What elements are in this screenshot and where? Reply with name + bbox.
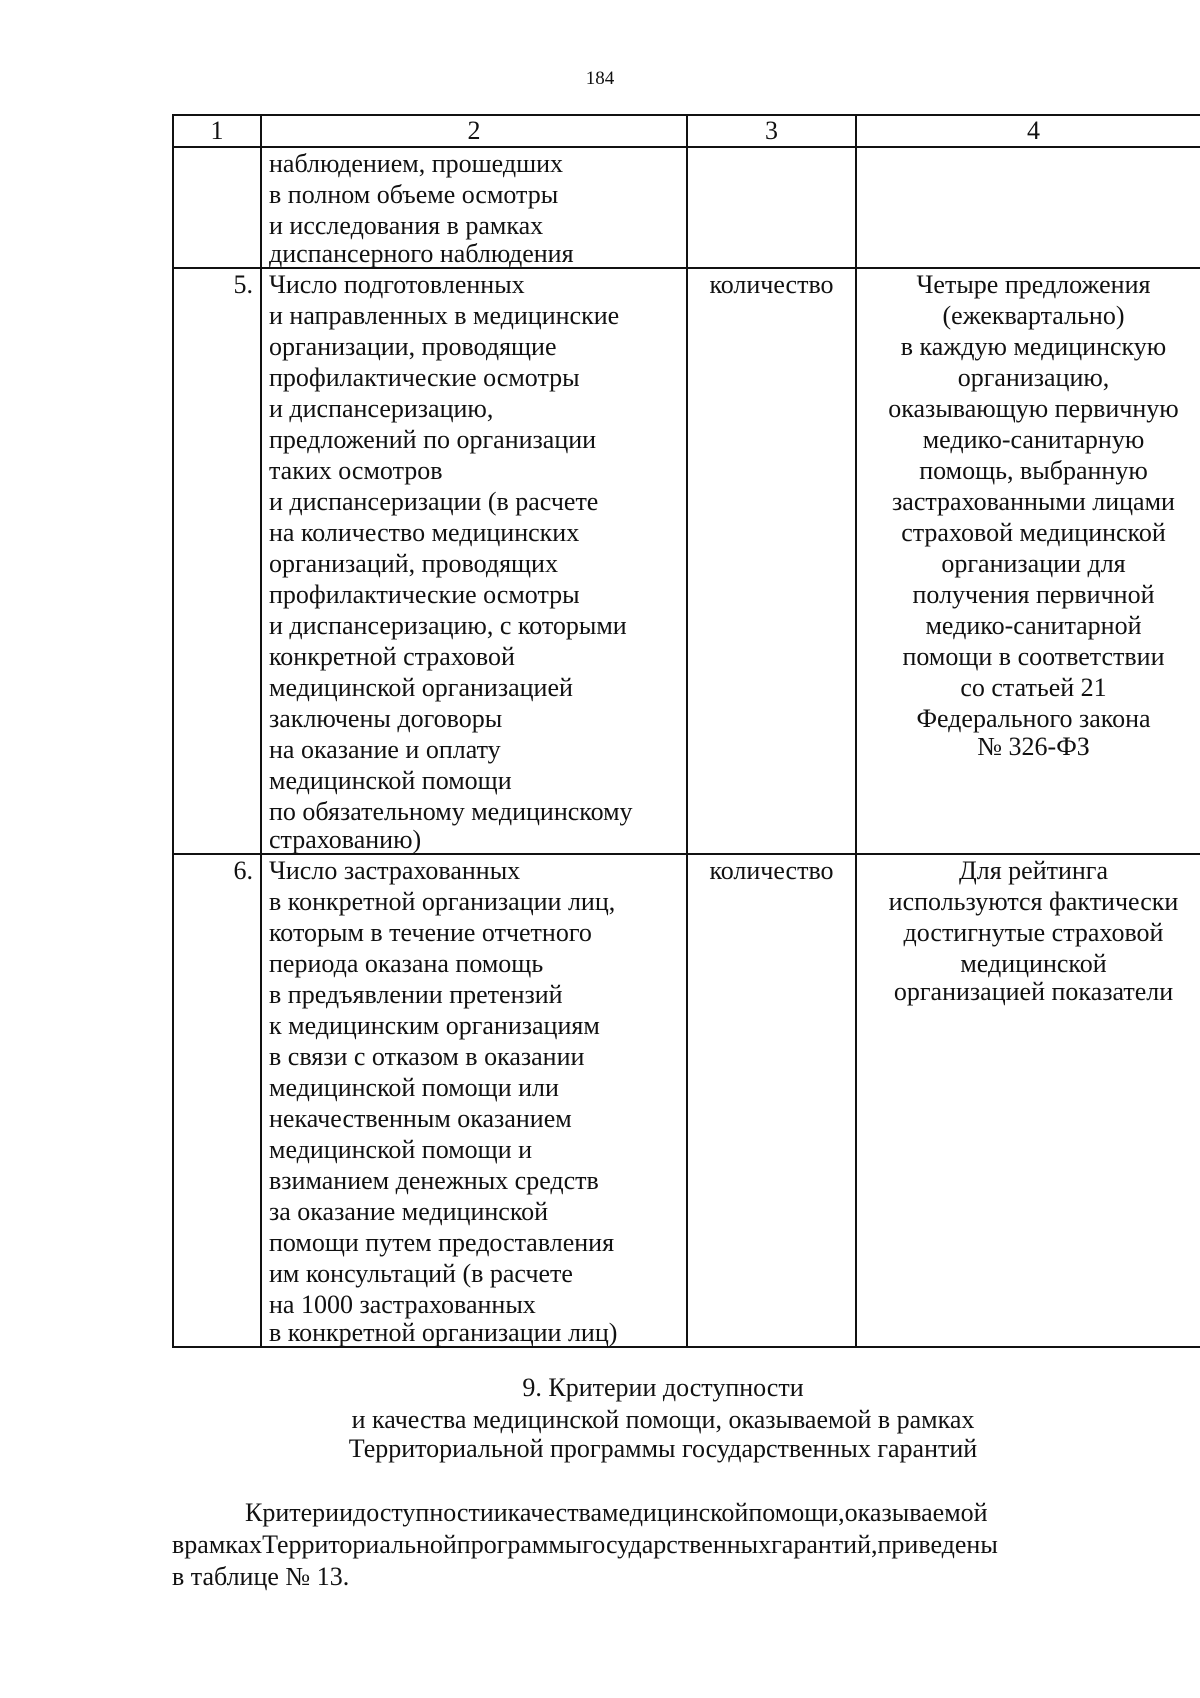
row-number-cell: 5. xyxy=(173,268,261,854)
text-line: профилактические осмотры xyxy=(269,580,580,609)
unit-cell: количество xyxy=(687,268,856,854)
text-line: и исследования в рамках xyxy=(269,211,544,240)
text-line: оказывающую первичную xyxy=(888,394,1179,423)
word: Критерии xyxy=(245,1498,353,1527)
word: качества xyxy=(507,1498,603,1527)
word: Территориальной xyxy=(262,1530,457,1559)
word: помощи, xyxy=(748,1498,845,1527)
text-line: Территориальной программы государственных гарантий xyxy=(348,1434,978,1463)
table-header-row xyxy=(173,115,1200,147)
table-header-cell: 2 xyxy=(261,115,687,147)
description-cell xyxy=(261,268,687,854)
paragraph-line xyxy=(172,1529,1152,1561)
word: программы xyxy=(456,1530,583,1559)
text-line: которым в течение отчетного xyxy=(269,918,592,947)
word: государственных xyxy=(582,1530,772,1559)
text-line: № 326-ФЗ xyxy=(977,732,1090,761)
text-line: организации, проводящие xyxy=(269,332,557,361)
body-paragraph xyxy=(172,1497,1152,1593)
table-row xyxy=(173,268,1200,854)
text-line: организацией показатели xyxy=(893,977,1174,1006)
text-line: медицинской организацией xyxy=(269,673,573,702)
text-line: в каждую медицинскую xyxy=(900,332,1167,361)
word: медицинской xyxy=(602,1498,749,1527)
text-line: предложений по организации xyxy=(269,425,597,454)
text-line: конкретной страховой xyxy=(269,642,515,671)
text-line: медицинской помощи или xyxy=(269,1073,559,1102)
text-line: и диспансеризации (в расчете xyxy=(269,487,599,516)
table-header-cell: 1 xyxy=(173,115,261,147)
text-line: заключены договоры xyxy=(269,704,503,733)
text-line: (ежеквартально) xyxy=(942,301,1125,330)
text-line: и направленных в медицинские xyxy=(269,301,620,330)
table-row xyxy=(173,147,1200,268)
text-line: на количество медицинских xyxy=(269,518,580,547)
text-line: Четыре предложения xyxy=(916,270,1151,299)
text-line: Число застрахованных xyxy=(269,856,521,885)
text-line: и качества медицинской помощи, оказываемой в рамках xyxy=(351,1405,975,1434)
note-cell xyxy=(856,854,1200,1347)
description-cell xyxy=(261,854,687,1347)
text-line: со статьей 21 xyxy=(960,673,1107,702)
text-line: периода оказана помощь xyxy=(269,949,544,978)
word: гарантий, xyxy=(771,1530,878,1559)
table-header-cell: 4 xyxy=(856,115,1200,147)
word: рамках xyxy=(184,1530,263,1559)
table-header-cell: 3 xyxy=(687,115,856,147)
text-line: в связи с отказом в оказании xyxy=(269,1042,585,1071)
text-line: взиманием денежных средств xyxy=(269,1166,599,1195)
text-line: по обязательному медицинскому xyxy=(269,797,633,826)
word: и xyxy=(493,1498,508,1527)
text-line: в конкретной организации лиц) xyxy=(269,1318,618,1347)
text-line: Для рейтинга xyxy=(958,856,1109,885)
text-line: на оказание и оплату xyxy=(269,735,501,764)
text-line: им консультаций (в расчете xyxy=(269,1259,573,1288)
text-line: некачественным оказанием xyxy=(269,1104,572,1133)
row-number-cell: 6. xyxy=(173,854,261,1347)
table-row xyxy=(173,854,1200,1347)
text-line: медико-санитарную xyxy=(922,425,1145,454)
text-line: в конкретной организации лиц, xyxy=(269,887,616,916)
criteria-table xyxy=(172,114,1200,1348)
section-heading xyxy=(0,1372,1200,1462)
text-line: на 1000 застрахованных xyxy=(269,1290,536,1319)
word: оказываемой xyxy=(844,1498,988,1527)
text-line: используются фактически xyxy=(888,887,1179,916)
note-cell xyxy=(856,268,1200,854)
text-line: Федерального закона xyxy=(916,704,1151,733)
note-cell xyxy=(856,147,1200,268)
text-line: за оказание медицинской xyxy=(269,1197,549,1226)
text-line: помощи в соответствии xyxy=(902,642,1165,671)
text-line: и диспансеризацию, с которыми xyxy=(269,611,627,640)
text-line: получения первичной xyxy=(912,580,1155,609)
page-number: 184 xyxy=(585,68,615,89)
unit-cell xyxy=(687,147,856,268)
text-line: профилактические осмотры xyxy=(269,363,580,392)
text-line: 9. Критерии доступности xyxy=(522,1373,804,1402)
text-line: диспансерного наблюдения xyxy=(269,239,574,268)
text-line: медицинской помощи xyxy=(269,766,512,795)
word: в xyxy=(172,1530,185,1559)
text-line: к медицинским организациям xyxy=(269,1011,600,1040)
paragraph-line xyxy=(172,1497,1152,1529)
text-line: медико-санитарной xyxy=(925,611,1142,640)
text-line: достигнутые страховой xyxy=(903,918,1164,947)
text-line: помощи путем предоставления xyxy=(269,1228,615,1257)
text-line: таких осмотров xyxy=(269,456,443,485)
text-line: и диспансеризацию, xyxy=(269,394,494,423)
paragraph-line: в таблице № 13. xyxy=(172,1562,350,1591)
text-line: организаций, проводящих xyxy=(269,549,558,578)
text-line: страховой медицинской xyxy=(901,518,1166,547)
row-number-cell xyxy=(173,147,261,268)
text-line: организации для xyxy=(941,549,1126,578)
unit-cell: количество xyxy=(687,854,856,1347)
text-line: помощь, выбранную xyxy=(919,456,1148,485)
description-cell xyxy=(261,147,687,268)
text-line: страхованию) xyxy=(269,825,422,854)
text-line: Число подготовленных xyxy=(269,270,525,299)
text-line: застрахованными лицами xyxy=(892,487,1175,516)
word: приведены xyxy=(877,1530,998,1559)
text-line: наблюдением, прошедших xyxy=(269,149,563,178)
text-line: медицинской помощи и xyxy=(269,1135,533,1164)
text-line: в полном объеме осмотры xyxy=(269,180,559,209)
word: доступности xyxy=(353,1498,494,1527)
text-line: медицинской xyxy=(960,949,1107,978)
text-line: в предъявлении претензий xyxy=(269,980,563,1009)
text-line: организацию, xyxy=(957,363,1110,392)
